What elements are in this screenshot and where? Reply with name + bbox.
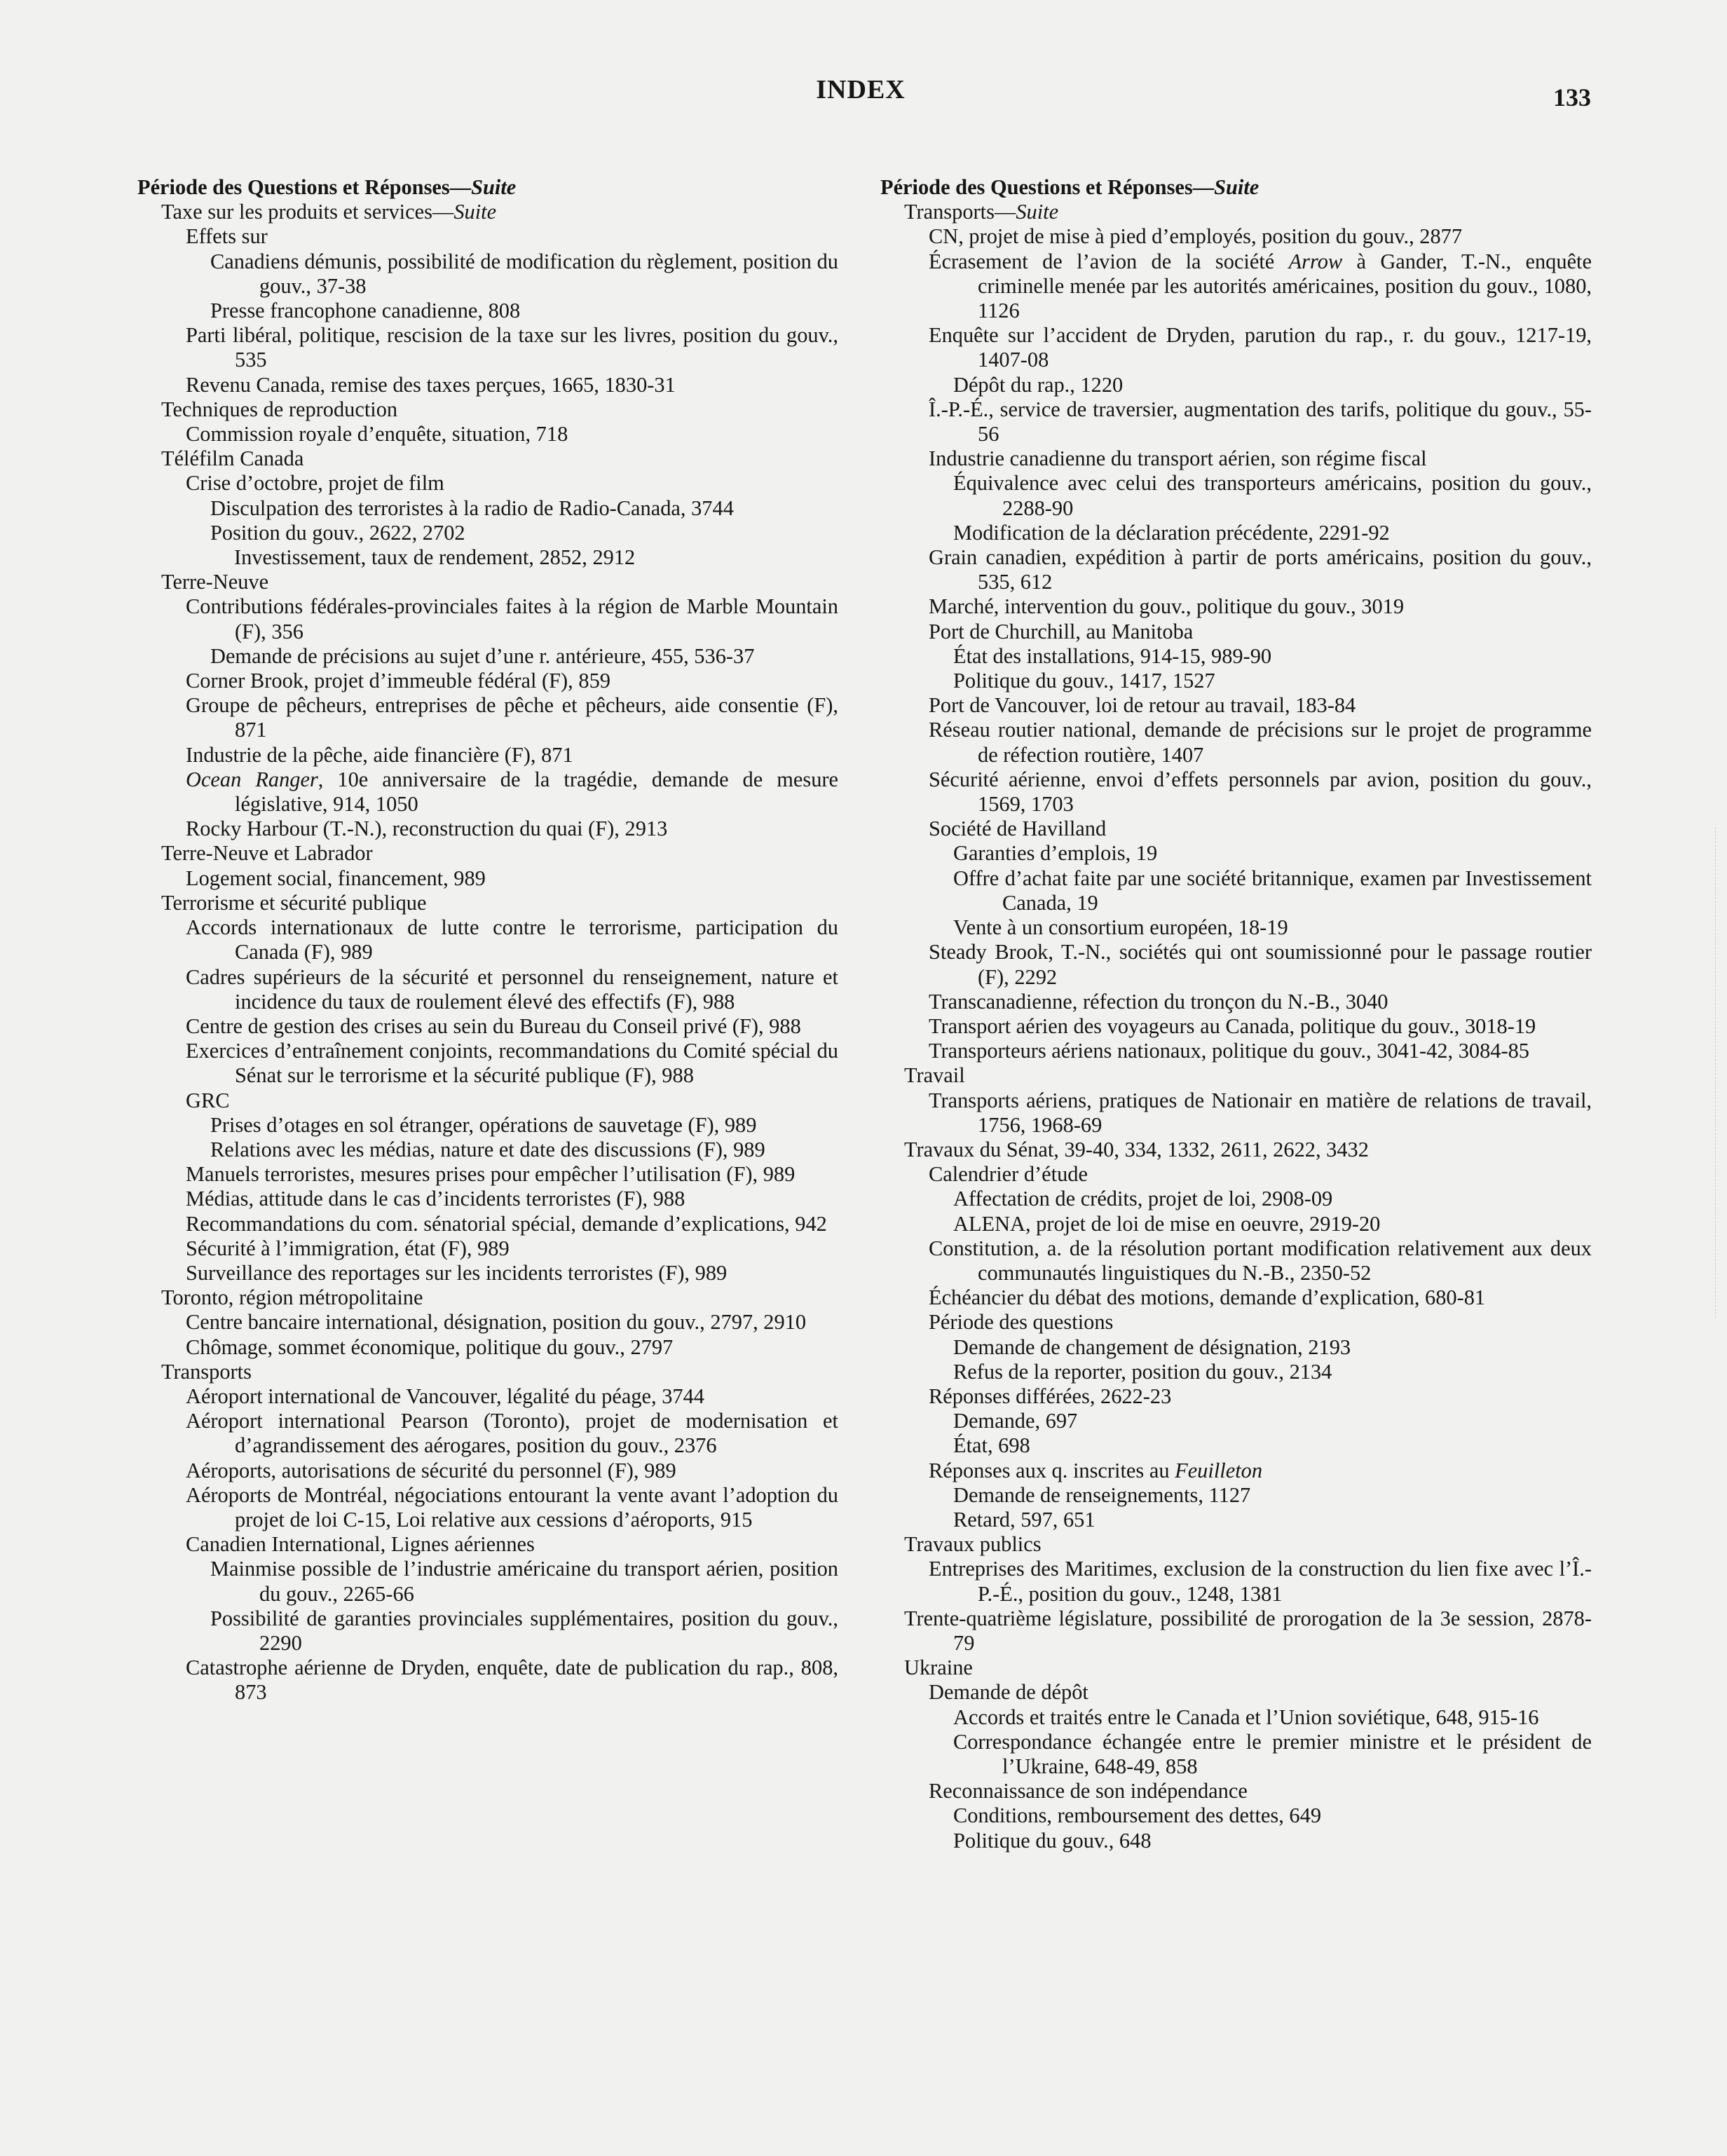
index-entry — [137, 644, 838, 669]
index-entry-text: Politique du gouv., 1417, 1527 — [953, 669, 1215, 693]
index-entry — [137, 521, 838, 545]
index-entry-text: Aéroports de Montréal, négociations entourant la vente avant l’adoption du projet de loi C-15, Loi relative aux cessions d’aéroports, 915 — [186, 1482, 838, 1531]
index-entry — [880, 1656, 1592, 1680]
index-entry-text: Affectation de crédits, projet de loi, 2908-09 — [953, 1187, 1333, 1211]
index-entry — [880, 1310, 1592, 1335]
index-entry — [880, 397, 1592, 446]
index-entry — [137, 200, 838, 224]
index-entry-text: Transporteurs aériens nationaux, politique du gouv., 3041-42, 3084-85 — [929, 1039, 1530, 1063]
index-entry-text: Travaux du Sénat, 39-40, 334, 1332, 2611, 2622, 3432 — [904, 1137, 1369, 1161]
index-entry-text: Dépôt du rap., 1220 — [953, 372, 1124, 397]
index-entry — [137, 1483, 838, 1532]
index-entry-text: État des installations, 914-15, 989-90 — [953, 643, 1272, 668]
index-entry — [137, 496, 838, 521]
index-entry-text: , 10e anniversaire de la tragédie, demande de mesure législative, 914, 1050 — [235, 767, 838, 817]
index-entry-text: Demande de changement de désignation, 2193 — [953, 1335, 1351, 1359]
index-entry — [137, 175, 838, 200]
index-entry-text: Période des Questions et Réponses— — [137, 175, 472, 199]
index-entry — [137, 693, 838, 742]
index-entry — [880, 1089, 1592, 1138]
index-entry — [880, 446, 1592, 471]
index-entry-text: Conditions, remboursement des dettes, 649 — [953, 1803, 1322, 1828]
index-entry-text: Aéroports, autorisations de sécurité du personnel (F), 989 — [186, 1458, 676, 1482]
index-entry — [880, 200, 1592, 224]
index-entry — [137, 1162, 838, 1187]
index-entry-text: Offre d’achat faite par une société britannique, examen par Investissement Canada, 19 — [953, 866, 1592, 915]
index-entry-text: Transports— — [904, 200, 1016, 224]
scan-edge-marks — [1715, 827, 1727, 1318]
index-entry — [137, 743, 838, 767]
index-entry — [880, 817, 1592, 841]
index-entry-text: Société de Havilland — [929, 817, 1107, 841]
index-entry-text: Entreprises des Maritimes, exclusion de la construction du lien fixe avec l’Î.-P.-É., position du gouv., 1248, 1381 — [929, 1557, 1592, 1606]
index-entry — [880, 990, 1592, 1014]
index-entry — [880, 669, 1592, 693]
index-entry-italic: Suite — [471, 175, 517, 199]
index-entry-text: Constitution, a. de la résolution portant modification relativement aux deux communautés linguistiques du N.-B., 2350-52 — [929, 1236, 1592, 1285]
index-entry — [137, 373, 838, 397]
index-entry-text: Transport aérien des voyageurs au Canada, politique du gouv., 3018-19 — [929, 1014, 1536, 1038]
index-entry — [880, 1063, 1592, 1088]
index-entry-italic: Suite — [1016, 200, 1059, 224]
index-entry — [137, 1532, 838, 1557]
index-entry-text: Effets sur — [186, 224, 268, 249]
index-entry — [880, 545, 1592, 594]
index-entry — [137, 1310, 838, 1335]
index-entry-text: Accords et traités entre le Canada et l’Union soviétique, 648, 915-16 — [953, 1705, 1539, 1729]
index-entry-text: Canadiens démunis, possibilité de modification du règlement, position du gouv., 37-38 — [210, 249, 838, 298]
index-entry — [880, 373, 1592, 397]
index-entry-text: Terre-Neuve — [161, 570, 269, 594]
index-entry — [137, 1285, 838, 1310]
index-entry — [880, 767, 1592, 817]
index-entry — [137, 446, 838, 471]
index-entry — [880, 1433, 1592, 1458]
index-entry — [880, 1606, 1592, 1656]
index-entry — [137, 767, 838, 817]
index-entry — [880, 1014, 1592, 1039]
index-entry — [137, 594, 838, 643]
index-entry-text: à Gander, T.-N., enquête criminelle menée par les autorités américaines, position du gouv., 1080, 1126 — [978, 249, 1592, 323]
index-entry — [880, 175, 1592, 200]
index-entry — [137, 1656, 838, 1705]
index-entry — [137, 1335, 838, 1360]
index-entry — [880, 323, 1592, 372]
index-entry — [137, 1113, 838, 1138]
index-entry — [137, 1409, 838, 1458]
index-entry-text: Techniques de reproduction — [161, 397, 398, 421]
index-entry-text: Marché, intervention du gouv., politique du gouv., 3019 — [929, 594, 1405, 619]
index-entry-italic: Suite — [1214, 175, 1260, 199]
running-title: INDEX — [816, 75, 906, 104]
index-column-right — [880, 175, 1592, 1853]
index-entry-text: Centre de gestion des crises au sein du Bureau du Conseil privé (F), 988 — [186, 1014, 801, 1038]
index-entry-text: Ukraine — [904, 1656, 973, 1680]
index-entry-text: Terrorisme et sécurité publique — [161, 890, 427, 915]
index-entry-text: Réponses différées, 2622-23 — [929, 1384, 1172, 1408]
index-entry — [137, 1384, 838, 1409]
index-entry-text: Réseau routier national, demande de précisions sur le projet de programme de réfection routière, 1407 — [929, 718, 1592, 767]
index-entry-text: Aéroport international Pearson (Toronto), projet de modernisation et d’agrandissement des aérogares, position du gouv., 2376 — [186, 1409, 838, 1458]
index-entry-text: Refus de la reporter, position du gouv., 2134 — [953, 1359, 1332, 1384]
index-entry — [880, 1360, 1592, 1384]
index-entry-text: Possibilité de garanties provinciales supplémentaires, position du gouv., 2290 — [210, 1606, 838, 1655]
index-entry — [137, 866, 838, 891]
index-entry-italic: Arrow — [1288, 249, 1343, 273]
index-entry-italic: Ocean Ranger — [186, 767, 318, 791]
index-entry-text: Travaux publics — [904, 1532, 1042, 1557]
index-entry — [137, 1039, 838, 1088]
index-entry — [880, 1138, 1592, 1162]
index-entry — [880, 1212, 1592, 1236]
index-entry — [880, 620, 1592, 644]
index-entry-text: Transcanadienne, réfection du tronçon du N.-B., 3040 — [929, 989, 1388, 1014]
index-entry — [880, 1532, 1592, 1557]
index-entry — [137, 1138, 838, 1162]
index-entry — [137, 1606, 838, 1656]
index-entry-text: Correspondance échangée entre le premier ministre et le président de l’Ukraine, 648-49, 858 — [953, 1729, 1592, 1778]
index-entry-text: Revenu Canada, remise des taxes perçues, 1665, 1830-31 — [186, 372, 676, 397]
index-entry — [880, 1705, 1592, 1730]
index-entry — [137, 323, 838, 372]
index-entry — [137, 669, 838, 693]
index-entry — [880, 1039, 1592, 1063]
index-entry — [880, 915, 1592, 940]
index-entry — [880, 594, 1592, 619]
index-entry — [880, 1557, 1592, 1606]
index-entry-text: Î.-P.-É., service de traversier, augmentation des tarifs, politique du gouv., 55-56 — [929, 397, 1592, 446]
index-entry — [880, 1779, 1592, 1803]
index-entry-text: État, 698 — [953, 1433, 1030, 1458]
index-entry-text: Rocky Harbour (T.-N.), reconstruction du quai (F), 2913 — [186, 817, 668, 841]
index-entry-text: Crise d’octobre, projet de film — [186, 471, 444, 496]
index-entry-text: Port de Churchill, au Manitoba — [929, 619, 1194, 643]
index-entry-text: Port de Vancouver, loi de retour au travail, 183-84 — [929, 693, 1356, 718]
index-entry — [880, 1335, 1592, 1360]
index-entry — [880, 1730, 1592, 1779]
index-entry-text: Relations avec les médias, nature et date des discussions (F), 989 — [210, 1137, 765, 1161]
index-entry — [880, 1285, 1592, 1310]
index-entry — [880, 224, 1592, 249]
index-entry-text: Catastrophe aérienne de Dryden, enquête, date de publication du rap., 808, 873 — [186, 1656, 838, 1705]
index-entry — [137, 1236, 838, 1261]
index-entry-text: Position du gouv., 2622, 2702 — [210, 520, 465, 545]
index-entry — [880, 471, 1592, 520]
index-entry-text: Téléfilm Canada — [161, 446, 304, 471]
index-entry-text: Réponses aux q. inscrites au — [929, 1458, 1175, 1482]
index-entry — [880, 644, 1592, 669]
index-entry-text: Modification de la déclaration précédente, 2291-92 — [953, 520, 1390, 545]
index-entry-text: Chômage, sommet économique, politique du gouv., 2797 — [186, 1335, 674, 1359]
index-entry-text: Parti libéral, politique, rescision de la taxe sur les livres, position du gouv., 535 — [186, 323, 838, 372]
index-entry — [137, 397, 838, 422]
index-entry-text: Calendrier d’étude — [929, 1162, 1088, 1187]
index-entry-text: Demande de dépôt — [929, 1680, 1088, 1705]
index-entry-text: Sécurité à l’immigration, état (F), 989 — [186, 1236, 510, 1260]
index-entry-text: Garanties d’emplois, 19 — [953, 841, 1158, 866]
index-entry-text: Toronto, région métropolitaine — [161, 1285, 423, 1310]
index-entry-text: Steady Brook, T.-N., sociétés qui ont soumissionné pour le passage routier (F), 2292 — [929, 940, 1592, 989]
index-column-left — [137, 175, 838, 1705]
index-entry-text: Recommandations du com. sénatorial spécial, demande d’explications, 942 — [186, 1211, 827, 1236]
index-entry-text: Retard, 597, 651 — [953, 1507, 1095, 1531]
index-entry-text: Logement social, financement, 989 — [186, 866, 486, 890]
index-entry — [880, 1409, 1592, 1433]
index-entry — [137, 1187, 838, 1211]
index-entry-italic: Suite — [453, 200, 497, 224]
index-entry-text: Disculpation des terroristes à la radio de Radio-Canada, 3744 — [210, 496, 734, 520]
index-entry-text: ALENA, projet de loi de mise en oeuvre, 2919-20 — [953, 1211, 1381, 1236]
index-entry — [137, 1557, 838, 1606]
index-entry-text: GRC — [186, 1088, 230, 1112]
index-entry-text: Sécurité aérienne, envoi d’effets personnels par avion, position du gouv., 1569, 1703 — [929, 767, 1592, 817]
index-entry-text: Terre-Neuve et Labrador — [161, 841, 373, 866]
index-entry — [880, 866, 1592, 915]
index-entry — [880, 1459, 1592, 1483]
index-entry — [137, 250, 838, 299]
index-entry-text: Travail — [904, 1063, 965, 1088]
index-entry-text: Prises d’otages en sol étranger, opérations de sauvetage (F), 989 — [210, 1112, 757, 1137]
index-entry — [880, 1680, 1592, 1705]
index-entry — [137, 1089, 838, 1113]
index-entry — [880, 1162, 1592, 1187]
index-entry-text: CN, projet de mise à pied d’employés, position du gouv., 2877 — [929, 224, 1463, 249]
index-entry-text: Contributions fédérales-provinciales faites à la région de Marble Mountain (F), 356 — [186, 594, 838, 643]
index-entry — [880, 1829, 1592, 1853]
index-entry — [880, 841, 1592, 866]
index-entry — [880, 718, 1592, 767]
index-entry-text: Écrasement de l’avion de la société — [929, 249, 1289, 273]
index-entry — [880, 1384, 1592, 1409]
index-entry — [137, 1261, 838, 1285]
index-entry-text: Investissement, taux de rendement, 2852, 2912 — [234, 545, 636, 570]
index-entry — [880, 1508, 1592, 1532]
index-entry-text: Politique du gouv., 648 — [953, 1828, 1152, 1853]
index-entry-text: Exercices d’entraînement conjoints, recommandations du Comité spécial du Sénat sur le terrorisme et la sécurité publique (F), 988 — [186, 1039, 838, 1088]
index-entry — [880, 1803, 1592, 1828]
index-entry — [137, 891, 838, 915]
index-entry — [137, 1212, 838, 1236]
index-entry-text: Reconnaissance de son indépendance — [929, 1779, 1248, 1803]
index-entry — [137, 1459, 838, 1483]
index-entry-text: Transports aériens, pratiques de Nationair en matière de relations de travail, 1756, 1968-69 — [929, 1088, 1592, 1137]
index-entry — [137, 1360, 838, 1384]
index-entry-text: Enquête sur l’accident de Dryden, parution du rap., r. du gouv., 1217-19, 1407-08 — [929, 323, 1592, 372]
index-entry-text: Équivalence avec celui des transporteurs américains, position du gouv., 2288-90 — [953, 471, 1592, 520]
index-entry-text: Demande de renseignements, 1127 — [953, 1482, 1251, 1507]
index-entry-text: Période des questions — [929, 1310, 1114, 1335]
index-entry-text: Trente-quatrième législature, possibilité de prorogation de la 3e session, 2878-79 — [904, 1606, 1592, 1655]
index-entry-text: Groupe de pêcheurs, entreprises de pêche et pêcheurs, aide consentie (F), 871 — [186, 693, 838, 742]
index-entry — [137, 570, 838, 594]
index-entry — [880, 693, 1592, 718]
index-entry — [137, 841, 838, 866]
page-number: 133 — [1553, 83, 1591, 111]
index-entry-text: Échéancier du débat des motions, demande d’explication, 680-81 — [929, 1285, 1486, 1310]
index-entry-text: Corner Brook, projet d’immeuble fédéral (F), 859 — [186, 669, 610, 693]
index-entry-text: Industrie de la pêche, aide financière (F), 871 — [186, 742, 573, 767]
index-entry-text: Vente à un consortium européen, 18-19 — [953, 915, 1288, 940]
index-entry — [137, 422, 838, 446]
index-entry-text: Transports — [161, 1359, 252, 1384]
index-entry-text: Presse francophone canadienne, 808 — [210, 299, 521, 323]
index-entry — [880, 250, 1592, 324]
index-entry — [137, 545, 838, 570]
index-entry-italic: Feuilleton — [1175, 1458, 1263, 1482]
index-entry-text: Médias, attitude dans le cas d’incidents terroristes (F), 988 — [186, 1187, 685, 1211]
index-entry — [880, 1483, 1592, 1508]
index-entry — [880, 1187, 1592, 1211]
index-entry-text: Industrie canadienne du transport aérien, son régime fiscal — [929, 446, 1427, 471]
index-entry-text: Canadien International, Lignes aériennes — [186, 1532, 535, 1557]
index-entry — [137, 915, 838, 964]
index-entry-text: Demande, 697 — [953, 1409, 1078, 1433]
index-entry-text: Cadres supérieurs de la sécurité et personnel du renseignement, nature et incidence du taux de roulement élevé des effectifs (F), 988 — [186, 964, 838, 1014]
index-entry-text: Taxe sur les produits et services— — [161, 200, 454, 224]
index-entry — [137, 965, 838, 1014]
index-entry-text: Demande de précisions au sujet d’une r. antérieure, 455, 536-37 — [210, 643, 755, 668]
index-entry — [137, 817, 838, 841]
index-entry-text: Commission royale d’enquête, situation, 718 — [186, 422, 568, 446]
index-entry-text: Aéroport international de Vancouver, légalité du péage, 3744 — [186, 1384, 704, 1408]
index-entry-text: Accords internationaux de lutte contre le terrorisme, participation du Canada (F), 989 — [186, 915, 838, 964]
index-entry-text: Centre bancaire international, désignation, position du gouv., 2797, 2910 — [186, 1310, 807, 1335]
index-entry — [880, 940, 1592, 989]
index-entry — [137, 299, 838, 323]
index-entry — [137, 224, 838, 249]
index-entry — [137, 1014, 838, 1039]
index-entry — [137, 471, 838, 496]
index-entry-text: Surveillance des reportages sur les incidents terroristes (F), 989 — [186, 1260, 728, 1285]
index-entry — [880, 521, 1592, 545]
index-entry — [880, 1236, 1592, 1285]
index-entry-text: Grain canadien, expédition à partir de ports américains, position du gouv., 535, 612 — [929, 545, 1592, 594]
index-entry-text: Mainmise possible de l’industrie américaine du transport aérien, position du gouv., 2265-66 — [210, 1557, 838, 1606]
index-entry-text: Période des Questions et Réponses— — [880, 175, 1215, 199]
index-entry-text: Manuels terroristes, mesures prises pour empêcher l’utilisation (F), 989 — [186, 1162, 796, 1187]
